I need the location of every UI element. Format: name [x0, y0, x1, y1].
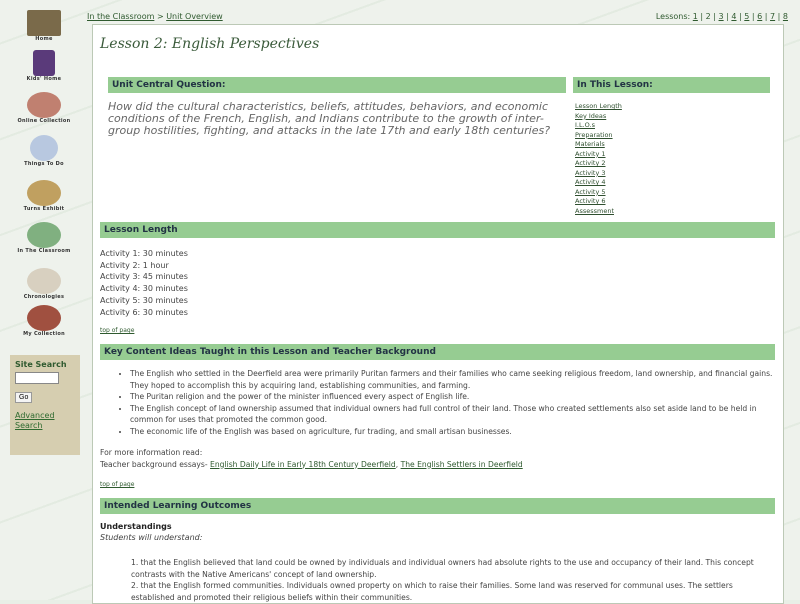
lesson-link[interactable]: 7 [770, 12, 776, 21]
comma: , [395, 459, 399, 469]
bicycle-icon [30, 135, 58, 161]
toc-link[interactable]: I.L.O.s [575, 121, 595, 129]
essay-link-daily-life[interactable]: English Daily Life in Early 18th Century Deerfield [210, 459, 396, 469]
toc-list [575, 102, 622, 216]
nav-chronologies[interactable]: Chronologies [14, 268, 74, 300]
breadcrumb-unit-overview[interactable]: Unit Overview [166, 12, 223, 21]
advanced-search-link[interactable]: Advanced Search [15, 411, 55, 430]
toc-link[interactable]: Lesson Length [575, 102, 622, 110]
lesson-length-list [100, 248, 188, 318]
lesson-current: 2 [705, 12, 711, 21]
toc-link[interactable]: Activity 3 [575, 168, 606, 177]
toc-link[interactable]: Assessment [575, 206, 614, 215]
breadcrumb-sep: > [156, 12, 164, 21]
pot-icon [27, 305, 61, 331]
length-item: Activity 6: 30 minutes [100, 307, 188, 317]
top-of-page-link[interactable]: top of page [100, 327, 135, 334]
list-item: • The Puritan religion and the power of the minister influenced every aspect of English life. [130, 391, 780, 403]
lesson-link[interactable]: 5 [744, 12, 750, 21]
length-item: Activity 1: 30 minutes [100, 249, 188, 258]
search-input[interactable] [15, 372, 59, 384]
lesson-length-heading: Lesson Length [100, 222, 775, 238]
toc-link[interactable]: Preparation [575, 130, 613, 139]
toc-link[interactable]: Activity 1 [575, 149, 606, 158]
nav-kids-home[interactable]: Kids' Home [14, 50, 74, 82]
length-item: Activity 2: 1 hour [100, 260, 169, 270]
lesson-link[interactable]: 4 [731, 12, 737, 21]
top-of-page-link[interactable]: top of page [100, 481, 135, 488]
nav-turns-exhibit[interactable]: Turns Exhibit [14, 180, 74, 212]
nav-home[interactable]: Home [14, 10, 74, 42]
lessons-label: Lessons: [655, 12, 691, 21]
understandings [100, 521, 202, 543]
more-info-label: For more information read: [100, 448, 203, 457]
toc-link[interactable]: Materials [575, 140, 605, 148]
page-title: Lesson 2: English Perspectives [100, 36, 320, 52]
teapot-icon [27, 180, 61, 206]
go-button[interactable]: Go [15, 392, 32, 403]
length-item: Activity 5: 30 minutes [100, 295, 188, 305]
site-search [10, 355, 80, 455]
nav-things-to-do[interactable]: Things To Do [14, 135, 74, 167]
toc-link[interactable]: Activity 5 [575, 187, 606, 196]
lessons-nav: Lessons: 1 | 2 | 3 | 4 | 5 | 6 | 7 | 8 [655, 12, 788, 21]
hat-icon [33, 50, 55, 76]
list-item: • The economic life of the English was based on agriculture, fur trading, and small artisan businesses. [130, 426, 780, 438]
list-item: 1. that the English believed that land could be owned by individuals and individual owners had absolute rights to the use and occupancy of their land. This concept contrasts with the Native Americans' concept of land ownership. [131, 558, 754, 579]
house-icon [27, 10, 61, 36]
lesson-link[interactable]: 1 [692, 12, 698, 21]
key-ideas-list [130, 368, 780, 437]
list-item: • The English who settled in the Deerfield area were primarily Puritan farmers and their families who came seeking religious freedom, land ownership, and financial gains. They hoped to accomplish this by acquiring land, establishing communities, and farming. [130, 368, 780, 391]
understandings-heading: Understandings [100, 522, 172, 531]
lesson-link[interactable]: 3 [718, 12, 724, 21]
toc-heading: In This Lesson: [573, 77, 770, 93]
ilo-list [131, 557, 771, 604]
toc-link[interactable]: Activity 2 [575, 159, 606, 167]
length-item: Activity 3: 45 minutes [100, 272, 188, 282]
frog-icon [27, 222, 61, 248]
dish-icon [27, 268, 61, 294]
search-title: Site Search [15, 360, 67, 369]
shoe-icon [27, 92, 61, 118]
essays-label: Teacher background essays- [100, 459, 208, 469]
toc-link[interactable]: Activity 6 [575, 197, 606, 205]
key-ideas-heading: Key Content Ideas Taught in this Lesson and Teacher Background [100, 344, 775, 360]
ucq-text: How did the cultural characteristics, beliefs, attitudes, behaviors, and economic conditions of the French, English, and Indians contribute to the growth of inter-group hostilities, fighting, and attacks in the late 17th and early 18th centuries? [108, 100, 551, 137]
ilo-heading: Intended Learning Outcomes [100, 498, 775, 514]
nav-my-collection[interactable]: My Collection [14, 305, 74, 337]
list-item: • The English concept of land ownership assumed that individual owners had full control of their land. Those who created settlements also set aside land to be held in common for uses that promoted the common good. [130, 403, 780, 426]
toc-link[interactable]: Key Ideas [575, 111, 607, 120]
list-item: 2. that the English formed communities. Individuals owned property on which to raise their families. Some land was reserved for communal uses. The settlers established and promoted their religious beliefs within their communities. [131, 581, 733, 603]
lesson-link[interactable]: 6 [757, 12, 763, 21]
nav-online-collection[interactable]: Online Collection [14, 92, 74, 124]
more-info [100, 447, 523, 470]
lesson-link[interactable]: 8 [782, 12, 788, 21]
breadcrumb [87, 12, 223, 21]
length-item: Activity 4: 30 minutes [100, 284, 188, 294]
essay-link-english-settlers[interactable]: The English Settlers in Deerfield [400, 459, 523, 469]
toc-link[interactable]: Activity 4 [575, 178, 606, 186]
breadcrumb-classroom[interactable]: In the Classroom [87, 12, 155, 21]
nav-in-the-classroom[interactable]: In The Classroom [14, 222, 74, 254]
understandings-intro: Students will understand: [100, 533, 203, 542]
ucq-heading: Unit Central Question: [108, 77, 566, 93]
